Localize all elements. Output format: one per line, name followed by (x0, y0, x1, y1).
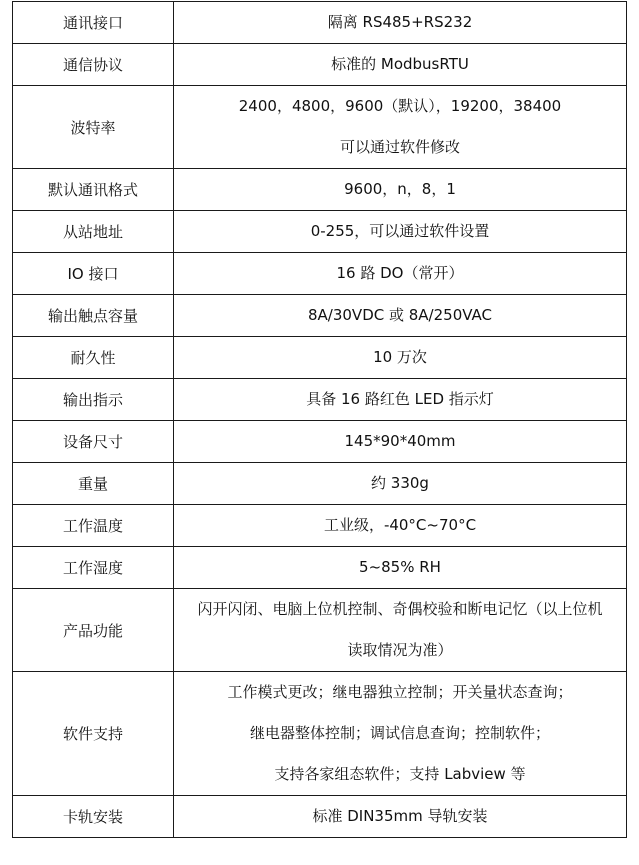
row-value-software-support (174, 672, 627, 796)
row-value-product-functions (174, 589, 627, 672)
value-line: 闪开闪闭、电脑上位机控制、奇偶校验和断电记忆（以上位机 (197, 600, 603, 618)
table-row (13, 547, 627, 589)
value-line: 标准的 ModbusRTU (331, 55, 469, 73)
table-row (13, 2, 627, 44)
row-label-output-indicator: 输出指示 (13, 379, 174, 421)
row-label-device-size: 设备尺寸 (13, 421, 174, 463)
row-value-io-interface (174, 253, 627, 295)
value-line: 继电器整体控制；调试信息查询；控制软件； (249, 724, 550, 742)
row-label-product-functions: 产品功能 (13, 589, 174, 672)
row-label-weight: 重量 (13, 463, 174, 505)
table-row (13, 295, 627, 337)
row-label-protocol: 通信协议 (13, 44, 174, 86)
value-line: 支持各家组态软件；支持 Labview 等 (274, 765, 526, 783)
row-value-device-size (174, 421, 627, 463)
value-line: 可以通过软件修改 (339, 138, 460, 156)
table-row (13, 86, 627, 169)
table-row (13, 421, 627, 463)
value-line: 10 万次 (373, 348, 427, 366)
value-line: 工业级，-40°C~70°C (323, 516, 477, 534)
value-line: 8A/30VDC 或 8A/250VAC (307, 306, 493, 324)
row-value-default-format (174, 169, 627, 211)
row-label-durability: 耐久性 (13, 337, 174, 379)
value-line: 标准 DIN35mm 导轨安装 (312, 807, 488, 825)
row-label-comm-interface: 通讯接口 (13, 2, 174, 44)
row-value-output-indicator (174, 379, 627, 421)
value-line: 读取情况为准） (347, 641, 453, 659)
value-line: 0-255，可以通过软件设置 (310, 222, 490, 240)
row-value-weight (174, 463, 627, 505)
row-value-operating-humidity (174, 547, 627, 589)
value-line: 9600，n，8，1 (344, 180, 456, 198)
row-value-baud-rate (174, 86, 627, 169)
row-label-rail-mounting: 卡轨安装 (13, 796, 174, 838)
row-label-default-format: 默认通讯格式 (13, 169, 174, 211)
value-line: 2400，4800，9600（默认），19200，38400 (238, 97, 562, 115)
value-line: 5~85% RH (359, 558, 441, 576)
table-row (13, 589, 627, 672)
value-line: 隔离 RS485+RS232 (327, 13, 473, 31)
row-value-protocol (174, 44, 627, 86)
row-value-durability (174, 337, 627, 379)
value-line: 具备 16 路红色 LED 指示灯 (306, 390, 494, 408)
row-label-contact-capacity: 输出触点容量 (13, 295, 174, 337)
table-row (13, 505, 627, 547)
table-row (13, 253, 627, 295)
row-value-slave-address (174, 211, 627, 253)
table-row (13, 337, 627, 379)
table-row (13, 672, 627, 796)
row-label-operating-humidity: 工作湿度 (13, 547, 174, 589)
table-row (13, 463, 627, 505)
row-value-comm-interface (174, 2, 627, 44)
table-row (13, 796, 627, 838)
table-row (13, 379, 627, 421)
value-line: 16 路 DO（常开） (336, 264, 464, 282)
spec-table (12, 1, 627, 838)
value-line: 约 330g (371, 474, 429, 492)
row-label-slave-address: 从站地址 (13, 211, 174, 253)
table-row (13, 211, 627, 253)
table-row (13, 169, 627, 211)
table-row (13, 44, 627, 86)
value-line: 工作模式更改；继电器独立控制；开关量状态查询； (227, 683, 573, 701)
row-value-contact-capacity (174, 295, 627, 337)
value-line: 145*90*40mm (344, 432, 456, 450)
row-label-software-support: 软件支持 (13, 672, 174, 796)
row-value-operating-temperature (174, 505, 627, 547)
row-label-io-interface: IO 接口 (13, 253, 174, 295)
row-value-rail-mounting (174, 796, 627, 838)
row-label-baud-rate: 波特率 (13, 86, 174, 169)
row-label-operating-temperature: 工作温度 (13, 505, 174, 547)
